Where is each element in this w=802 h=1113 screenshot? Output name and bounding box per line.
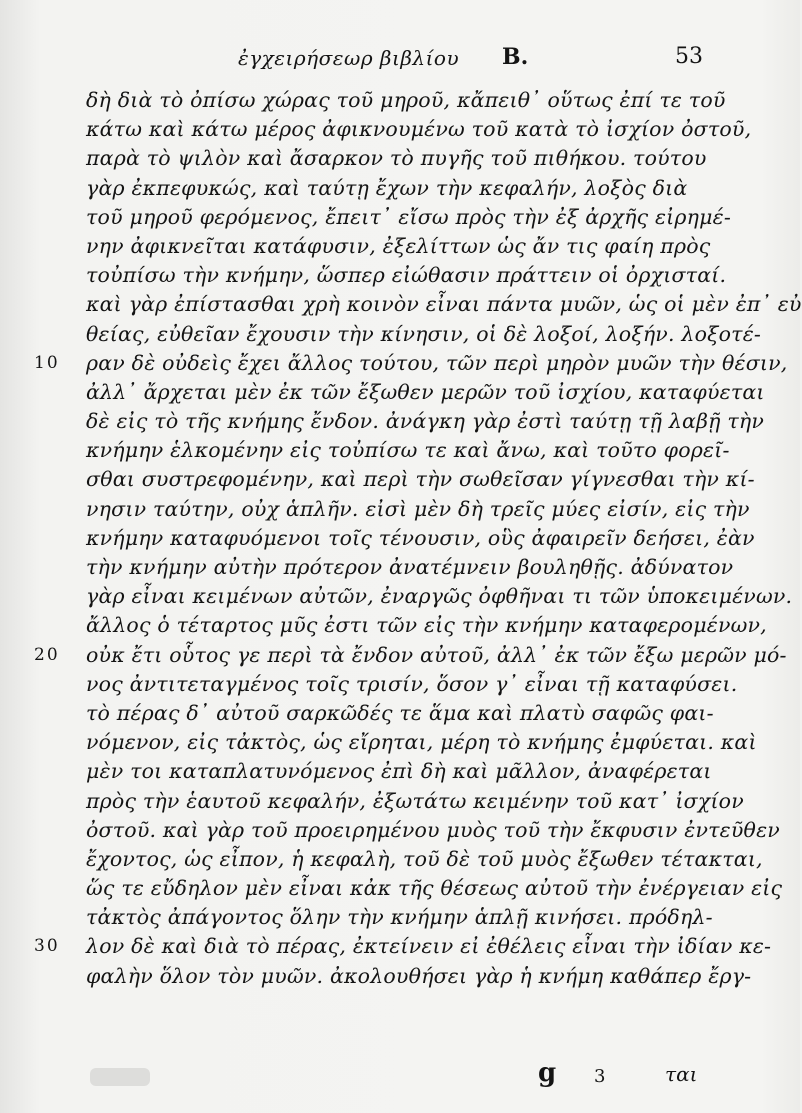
text-line xyxy=(86,144,716,173)
line-text: οὐκ ἔτι οὗτος γε περὶ τὰ ἔνδον αὐτοῦ, ἀλλ᾽ ἐκ τῶν ἔξω μερῶν μό- xyxy=(86,642,787,667)
running-title: ἐγχειρήσεωρ βιβλίου xyxy=(238,46,460,70)
line-text: πρὸς τὴν ἑαυτοῦ κεφαλήν, ἐξωτάτω κειμένην τοῦ κατ᾽ ἰσχίον xyxy=(86,788,744,813)
text-line xyxy=(34,932,772,961)
text-line xyxy=(86,86,726,115)
line-text: σθαι συστρεφομένην, καὶ περὶ τὴν σωθεῖσαν γίγνεσθαι τὴν κί- xyxy=(86,467,755,492)
line-text: καὶ γὰρ ἐπίστασθαι χρὴ κοινὸν εἶναι πάντα μυῶν, ὡς οἱ μὲν ἐπ᾽ εὐ xyxy=(86,292,802,317)
text-line xyxy=(86,465,755,494)
text-line xyxy=(86,874,783,903)
text-line xyxy=(86,436,730,465)
line-text: λον δὲ καὶ διὰ τὸ πέρας, ἐκτείνειν εἰ ἐθέλεις εἶναι τὴν ἰδίαν κε- xyxy=(86,934,772,959)
line-text: γὰρ ἐκπεφυκώς, καὶ ταύτῃ ἔχων τὴν κεφαλήν, λοξὸς διὰ xyxy=(86,175,688,200)
line-text: παρὰ τὸ ψιλὸν καὶ ἄσαρκον τὸ πυγῆς τοῦ πιθήκου. τούτου xyxy=(86,146,707,171)
page-footer xyxy=(0,1058,800,1098)
line-text: τοὐπίσω τὴν κνήμην, ὥσπερ εἰώθασιν πράττειν οἱ ὀρχισταί. xyxy=(86,263,727,288)
line-text: ὀστοῦ. καὶ γὰρ τοῦ προειρημένου μυὸς τοῦ τὴν ἔκφυσιν ἐντεῦθεν xyxy=(86,817,780,842)
text-line xyxy=(86,115,752,144)
line-text: ἄλλος ὁ τέταρτος μῦς ἐστι τῶν εἰς τὴν κνήμην καταφερομένων, xyxy=(86,613,767,638)
line-number: 20 xyxy=(34,644,60,665)
text-line xyxy=(86,728,757,757)
line-text: τοῦ μηροῦ φερόμενος, ἔπειτ᾽ εἴσω πρὸς τὴν ἐξ ἀρχῆς εἰρημέ- xyxy=(86,204,732,229)
text-line xyxy=(86,378,765,407)
text-line xyxy=(86,174,716,203)
signature-mark: g xyxy=(538,1058,557,1088)
line-text: γὰρ εἶναι κειμένων αὐτῶν, ἐναργῶς ὀφθῆναι τι τῶν ὑποκειμένων. xyxy=(86,584,793,609)
text-line xyxy=(86,495,750,524)
line-text: κάτω καὶ κάτω μέρος ἀφικνουμένω τοῦ κατὰ τὸ ἰσχίον ὀστοῦ, xyxy=(86,117,752,142)
body-text xyxy=(34,86,802,991)
line-text: θείας, εὐθεῖαν ἔχουσιν τὴν κίνησιν, οἱ δὲ λοξοί, λοξήν. λοξοτέ- xyxy=(86,321,762,346)
line-text: ραν δὲ οὐδεὶς ἔχει ἄλλος τούτου, τῶν περὶ μηρὸν μυῶν τὴν θέσιν, xyxy=(86,350,788,375)
text-line xyxy=(86,290,802,319)
line-number: 10 xyxy=(34,352,60,373)
text-line xyxy=(86,407,765,436)
line-text: νησιν ταύτην, οὐχ ἁπλῆν. εἰσὶ μὲν δὴ τρεῖς μύες εἰσίν, εἰς τὴν xyxy=(86,496,750,521)
signature-number: 3 xyxy=(594,1066,606,1087)
text-line xyxy=(86,582,793,611)
text-line xyxy=(86,670,738,699)
line-text: κνήμην ἑλκομένην εἰς τοὐπίσω τε καὶ ἄνω, καὶ τοῦτο φορεῖ- xyxy=(86,438,730,463)
section-mark: B. xyxy=(502,44,529,70)
text-line xyxy=(86,699,716,728)
text-line xyxy=(86,320,762,349)
line-text: ἔχοντος, ὡς εἶπον, ἡ κεφαλὴ, τοῦ δὲ τοῦ μυὸς ἔξωθεν τέτακται, xyxy=(86,846,763,871)
catchword: ται xyxy=(665,1062,698,1086)
text-line xyxy=(86,261,727,290)
line-text: δὲ εἰς τὸ τῆς κνήμης ἔνδον. ἀνάγκη γὰρ ἐστὶ ταύτῃ τῇ λαβῇ τὴν xyxy=(86,409,765,434)
line-text: νόμενον, εἰς τἀκτὸς, ὡς εἴρηται, μέρη τὸ κνήμης ἐμφύεται. καὶ xyxy=(86,730,757,755)
line-text: δὴ διὰ τὸ ὀπίσω χώρας τοῦ μηροῦ, κἄπειθ᾽ οὕτως ἐπί τε τοῦ xyxy=(86,88,726,112)
page-header xyxy=(0,44,800,74)
line-text: μὲν τοι καταπλατυνόμενος ἐπὶ δὴ καὶ μᾶλλον, ἀναφέρεται xyxy=(86,759,712,784)
line-number: 30 xyxy=(34,936,60,957)
line-text: ὥς τε εὔδηλον μὲν εἶναι κἀκ τῆς θέσεως αὐτοῦ τὴν ἐνέργειαν εἰς xyxy=(86,876,783,901)
line-text: τἀκτὸς ἀπάγοντος ὅλην τὴν κνήμην ἁπλῇ κινήσει. πρόδηλ- xyxy=(86,905,713,930)
text-line xyxy=(34,349,788,378)
text-line xyxy=(86,962,752,991)
text-line xyxy=(86,611,767,640)
page-number: 53 xyxy=(675,44,703,69)
text-line xyxy=(86,524,755,553)
text-line xyxy=(86,232,716,261)
line-text: κνήμην καταφυόμενοι τοῖς τένουσιν, οὓς ἀφαιρεῖν δεήσει, ἐὰν xyxy=(86,525,755,550)
line-text: νην ἀφικνεῖται κατάφυσιν, ἐξελίττων ὡς ἄν τις φαίη πρὸς xyxy=(86,233,711,258)
text-line xyxy=(86,553,734,582)
text-line xyxy=(86,757,716,786)
text-line xyxy=(34,641,787,670)
line-text: ἀλλ᾽ ἄρχεται μὲν ἐκ τῶν ἔξωθεν μερῶν τοῦ ἰσχίου, καταφύεται xyxy=(86,379,765,404)
text-line xyxy=(86,787,744,816)
text-line xyxy=(86,816,780,845)
text-line xyxy=(86,845,763,874)
line-text: τὴν κνήμην αὐτὴν πρότερον ἀνατέμνειν βουληθῇς. ἀδύνατον xyxy=(86,555,734,579)
text-line xyxy=(86,203,732,232)
line-text: τὸ πέρας δ᾽ αὐτοῦ σαρκῶδές τε ἅμα καὶ πλατὺ σαφῶς φαι- xyxy=(86,700,714,725)
line-text: φαλὴν ὅλον τὸν μυῶν. ἀκολουθήσει γὰρ ἡ κνήμη καθάπερ ἔργ- xyxy=(86,963,752,988)
line-text: νος ἀντιτεταγμένος τοῖς τρισίν, ὅσον γ᾽ εἶναι τῇ καταφύσει. xyxy=(86,671,738,696)
text-line xyxy=(86,903,716,932)
